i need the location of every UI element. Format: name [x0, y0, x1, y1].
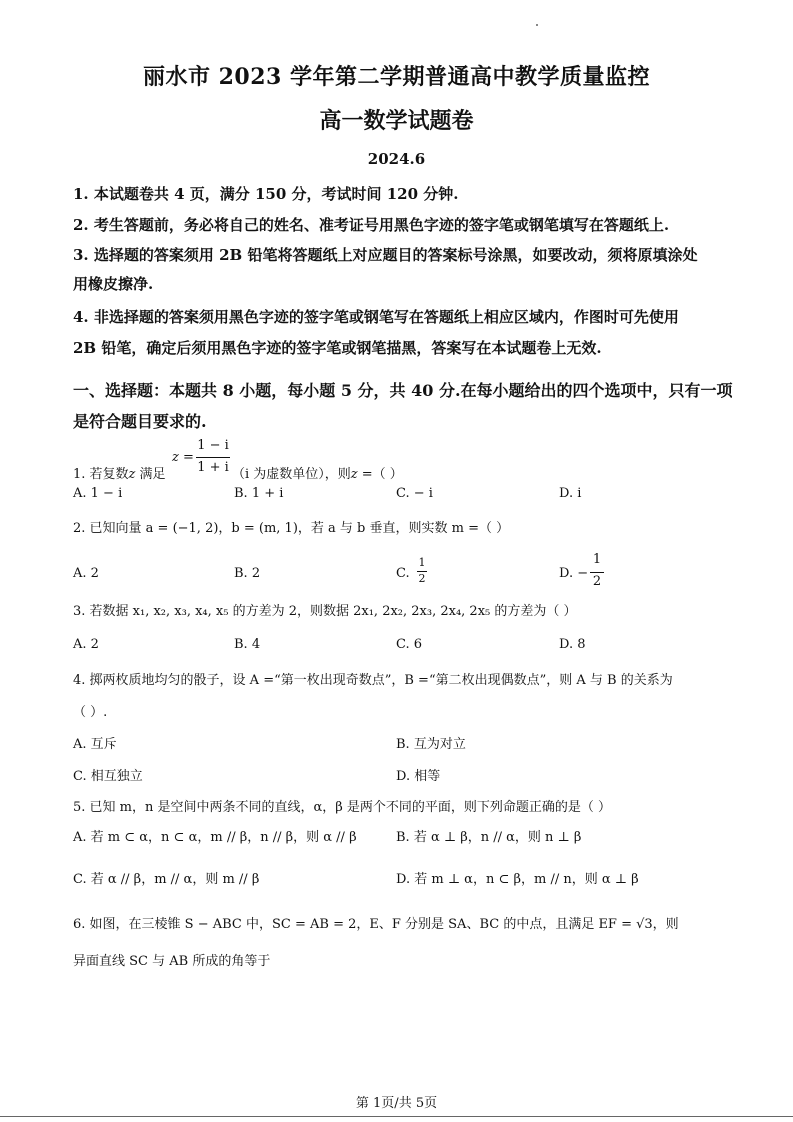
- q2-d-fraction-bar: [590, 572, 604, 573]
- question-5: 5. 已知 m，n 是空间中两条不同的直线，α，β 是两个不同的平面，则下列命题正确的是（ ）: [73, 800, 612, 815]
- bottom-rule: [0, 1116, 793, 1117]
- instruction-1: 1. 本试题卷共 4 页，满分 150 分，考试时间 120 分钟.: [73, 185, 459, 203]
- q2-d-numerator: 1: [592, 552, 602, 567]
- q4-paren: （ ）.: [73, 705, 108, 720]
- question-1: [73, 463, 166, 482]
- page-number: 第 1页/共 5页: [355, 1096, 438, 1111]
- q4-option-d: D. 相等: [396, 769, 441, 784]
- q1-post: （i 为虚数单位），则: [232, 467, 351, 482]
- q1-var: z: [128, 467, 136, 482]
- q1-fraction-numerator: 1 − i: [197, 438, 229, 453]
- question-6-cont: 异面直线 SC 与 AB 所成的角等于: [73, 954, 271, 969]
- instruction-3-cont: 用橡皮擦净.: [73, 275, 154, 293]
- question-3: 3. 若数据 x₁, x₂, x₃, x₄, x₅ 的方差为 2，则数据 2x₁, 2x₂, 2x₃, 2x₄, 2x₅ 的方差为（ ）: [73, 604, 577, 619]
- q4-option-a: A. 互斥: [73, 737, 117, 752]
- q2-option-b: B. 2: [234, 566, 261, 581]
- exam-date: 2024.6: [367, 150, 426, 168]
- q1-fraction-bar: [196, 457, 230, 458]
- exam-title: 丽水市 2023 学年第二学期普通高中教学质量监控: [142, 64, 651, 90]
- instruction-4: 4. 非选择题的答案须用黑色字迹的签字笔或钢笔写在答题纸上相应区域内，作图时可先使用: [73, 308, 679, 326]
- q1-paren: （ ）: [372, 467, 403, 482]
- q3-option-b: B. 4: [234, 637, 261, 652]
- q1-ask: z =: [350, 467, 373, 482]
- instruction-3: 3. 选择题的答案须用 2B 铅笔将答题纸上对应题目的答案标号涂黑，如要改动，须将原填涂处: [73, 246, 698, 264]
- instruction-4-cont: 2B 铅笔，确定后须用黑色字迹的签字笔或钢笔描黑，答案写在本试题卷上无效.: [73, 339, 602, 357]
- instruction-2: 2. 考生答题前，务必将自己的姓名、准考证号用黑色字迹的签字笔或钢笔填写在答题纸上.: [73, 216, 670, 234]
- q4-option-b: B. 互为对立: [396, 737, 466, 752]
- q1-prefix: 1. 若复数: [73, 467, 129, 482]
- q4-option-c: C. 相互独立: [73, 769, 143, 784]
- q2-option-a: A. 2: [73, 566, 99, 581]
- q2-d-denominator: 2: [592, 574, 602, 589]
- question-6: 6. 如图，在三棱锥 S − ABC 中，SC = AB = 2，E、F 分别是 SA、BC 的中点，且满足 EF = √3，则: [73, 917, 679, 932]
- q5-option-a: A. 若 m ⊂ α，n ⊂ α，m // β，n // β，则 α // β: [73, 830, 357, 845]
- question-4: 4. 掷两枚质地均匀的骰子，设 A =“第一枚出现奇数点”，B =“第二枚出现偶数点”，则 A 与 B 的关系为: [73, 673, 673, 688]
- q2-option-d: D. −: [559, 566, 589, 581]
- q1-option-b: B. 1 + i: [234, 486, 284, 501]
- q5-option-d: D. 若 m ⊥ α，n ⊂ β，m // n，则 α ⊥ β: [396, 872, 639, 887]
- q3-option-a: A. 2: [73, 637, 99, 652]
- q1-condition: [232, 463, 403, 482]
- q1-lhs: z =: [172, 450, 194, 465]
- section-heading-cont: 是符合题目要求的.: [73, 412, 207, 431]
- q2-option-c: C.: [396, 566, 410, 581]
- q1-option-c: C. − i: [396, 486, 433, 501]
- q5-option-c: C. 若 α // β，m // α，则 m // β: [73, 872, 260, 887]
- q1-fraction-denominator: 1 + i: [197, 460, 229, 475]
- q1-mid: 满足: [135, 467, 166, 482]
- q2-c-denominator: 2: [418, 572, 426, 585]
- q1-option-a: A. 1 − i: [73, 486, 123, 501]
- q3-option-d: D. 8: [559, 637, 586, 652]
- section-heading: 一、选择题：本题共 8 小题，每小题 5 分，共 40 分.在每小题给出的四个选项中，只有一项: [73, 381, 733, 400]
- q3-option-c: C. 6: [396, 637, 423, 652]
- question-2: 2. 已知向量 a = (−1, 2)，b = (m, 1)，若 a 与 b 垂直，则实数 m =（ ）: [73, 521, 510, 536]
- q2-c-numerator: 1: [418, 556, 426, 569]
- q1-option-d: D. i: [559, 486, 582, 501]
- q5-option-b: B. 若 α ⊥ β，n // α，则 n ⊥ β: [396, 830, 582, 845]
- exam-subtitle: 高一数学试题卷: [319, 108, 474, 134]
- scan-speck: [536, 24, 538, 26]
